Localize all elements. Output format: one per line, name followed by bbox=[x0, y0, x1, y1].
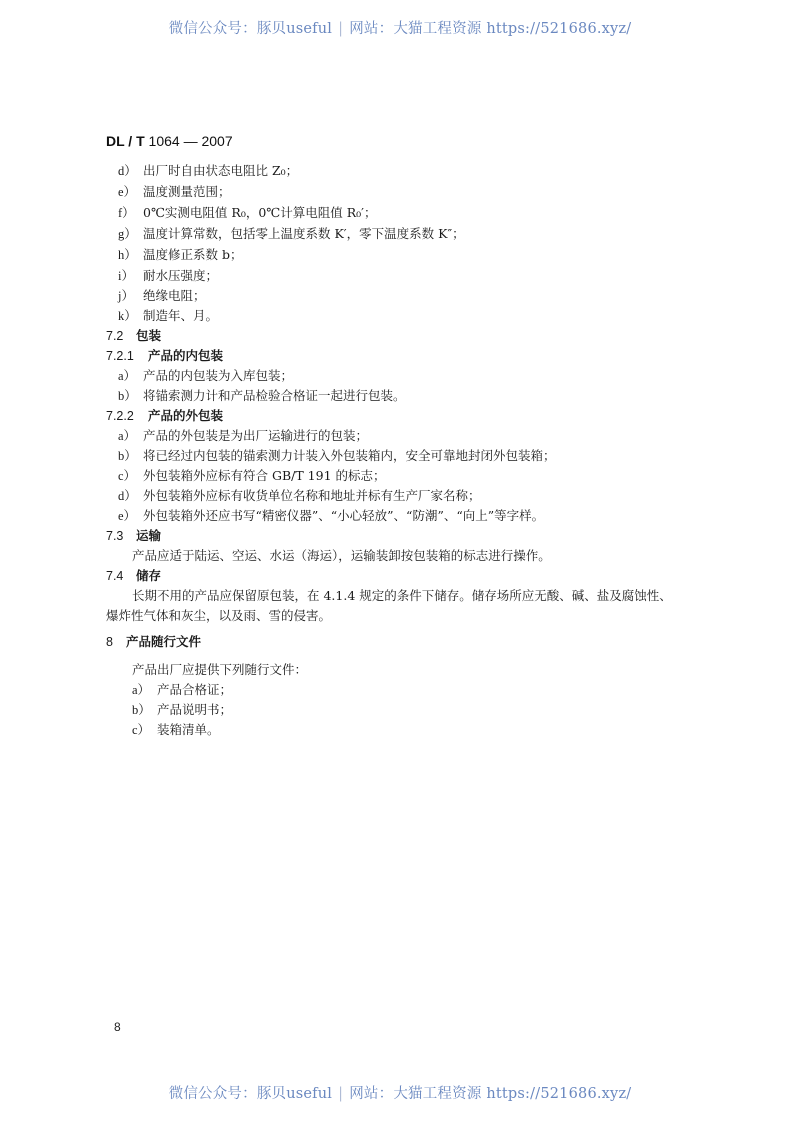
list-item: i） 耐水压强度； bbox=[118, 268, 219, 283]
list-item: a） 产品的外包装是为出厂运输进行的包装； bbox=[118, 428, 369, 443]
list-item: d） 出厂时自由状态电阻比 Z₀； bbox=[118, 163, 299, 178]
list-item: f） 0℃实测电阻值 R₀，0℃计算电阻值 R₀′； bbox=[118, 205, 377, 220]
watermark-top bbox=[0, 17, 800, 38]
watermark-separator: | bbox=[338, 1086, 344, 1102]
list-item: h） 温度修正系数 b； bbox=[118, 247, 243, 262]
paragraph-documents-intro: 产品出厂应提供下列随行文件： bbox=[132, 662, 308, 677]
list-item: c） 装箱清单。 bbox=[132, 722, 220, 737]
section-heading-7-4: 7.4 储存 bbox=[106, 568, 162, 583]
watermark-left-text: 微信公众号：豚贝useful bbox=[168, 1086, 333, 1102]
list-item: d） 外包装箱外应标有收货单位名称和地址并标有生产厂家名称； bbox=[118, 488, 481, 503]
document-id-prefix: DL / T bbox=[106, 133, 145, 149]
list-item: k） 制造年、月。 bbox=[118, 308, 219, 323]
section-heading-7-3: 7.3 运输 bbox=[106, 528, 162, 543]
list-item: c） 外包装箱外应标有符合 GB/T 191 的标志； bbox=[118, 468, 386, 483]
section-heading-8: 8 产品随行文件 bbox=[106, 634, 202, 649]
paragraph-transport: 产品应适于陆运、空运、水运（海运），运输装卸按包装箱的标志进行操作。 bbox=[132, 548, 551, 563]
list-item: j） 绝缘电阻； bbox=[118, 288, 206, 303]
watermark-bottom bbox=[0, 1082, 800, 1103]
section-heading-7-2: 7.2 包装 bbox=[106, 328, 162, 343]
paragraph-storage-line1: 长期不用的产品应保留原包装，在 4.1.4 规定的条件下储存。储存场所应无酸、碱、盐及腐蚀性、 bbox=[132, 588, 672, 603]
list-item: e） 温度测量范围； bbox=[118, 184, 231, 199]
list-item: a） 产品合格证； bbox=[132, 682, 233, 697]
watermark-separator: | bbox=[338, 21, 344, 37]
list-item: b） 产品说明书； bbox=[132, 702, 233, 717]
list-item: b） 将锚索测力计和产品检验合格证一起进行包装。 bbox=[118, 388, 406, 403]
paragraph-storage-line2: 爆炸性气体和灰尘，以及雨、雪的侵害。 bbox=[106, 608, 332, 623]
watermark-right-text: 网站：大猫工程资源 https://521686.xyz/ bbox=[349, 1086, 632, 1102]
section-heading-7-2-2: 7.2.2 产品的外包装 bbox=[106, 408, 224, 423]
watermark-left-text: 微信公众号：豚贝useful bbox=[168, 21, 333, 37]
document-id bbox=[106, 133, 233, 149]
document-id-number: 1064 — 2007 bbox=[148, 133, 233, 149]
page-number: 8 bbox=[114, 1020, 121, 1034]
list-item: b） 将已经过内包装的锚索测力计装入外包装箱内，安全可靠地封闭外包装箱； bbox=[118, 448, 556, 463]
section-heading-7-2-1: 7.2.1 产品的内包装 bbox=[106, 348, 224, 363]
watermark-right-text: 网站：大猫工程资源 https://521686.xyz/ bbox=[349, 21, 632, 37]
list-item: e） 外包装箱外还应书写“精密仪器”、“小心轻放”、“防潮”、“向上”等字样。 bbox=[118, 508, 545, 523]
list-item: a） 产品的内包装为入库包装； bbox=[118, 368, 294, 383]
list-item: g） 温度计算常数，包括零上温度系数 K′，零下温度系数 K″； bbox=[118, 226, 465, 241]
